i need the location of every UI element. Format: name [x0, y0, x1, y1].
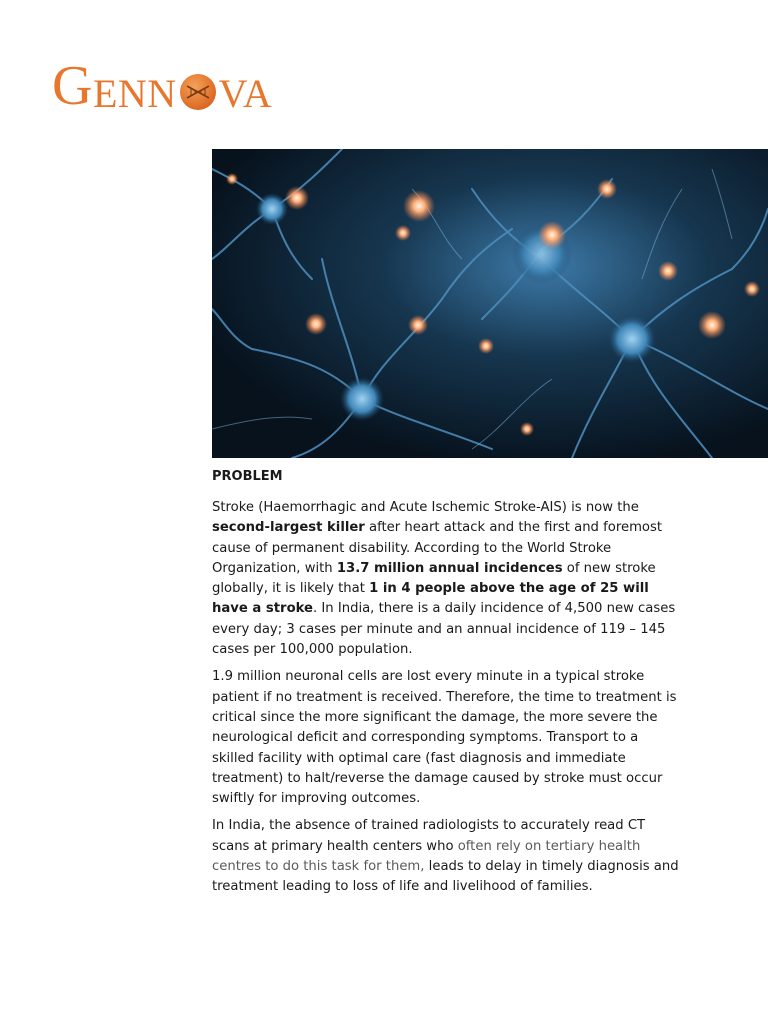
p1-text-3: of new stroke globally, it is likely that [212, 560, 656, 597]
p3-text-1: In India, the absence of trained radiologists to accurately read CT scans at primary health centers who [212, 818, 646, 854]
p3-text-muted: often rely on tertiary health centres to do this task for them, [212, 838, 641, 875]
logo-letter-g: G [52, 55, 93, 117]
section-heading: PROBLEM [212, 469, 283, 484]
gennova-logo [52, 55, 273, 117]
neuron-illustration [212, 149, 768, 458]
p1-bold-annual-incidences: 13.7 million annual incidences [336, 560, 563, 576]
paragraph-radiologist-shortage [212, 816, 682, 897]
problem-section [212, 470, 682, 905]
paragraph-stroke-statistics [212, 498, 682, 660]
p1-bold-second-largest-killer: second-largest killer [212, 520, 365, 536]
logo-text-part-2: VA [218, 71, 273, 116]
p1-text-4: . In India, there is a daily incidence of 4,500 new cases every day; 3 cases per minute and an annual incidence of 119 – 145 cases per 100,000 population. [212, 601, 676, 658]
p1-text-2: after heart attack and the first and foremost cause of permanent disability. According to the World Stroke Organization, with [212, 520, 663, 576]
dna-globe-icon [178, 72, 218, 112]
p3-text-2: leads to delay in timely diagnosis and treatment leading to loss of life and livelihood of families. [212, 859, 679, 895]
p1-bold-one-in-four: 1 in 4 people above the age of 25 will have a stroke [212, 581, 649, 617]
logo-text-part-1: ENN [92, 71, 177, 116]
paragraph-neuronal-loss: 1.9 million neuronal cells are lost every minute in a typical stroke patient if no treatment is received. Therefore, the time to treatment is critical since the more significant the damage, the more severe the neurological deficit and corresponding symptoms. Transport to a skilled facility with optimal care (fast diagnosis and immediate treatment) to halt/reverse the damage caused by stroke must occur swiftly for improving outcomes. [212, 669, 677, 807]
p1-text-1: Stroke (Haemorrhagic and Acute Ischemic Stroke-AIS) is now the [212, 500, 639, 515]
